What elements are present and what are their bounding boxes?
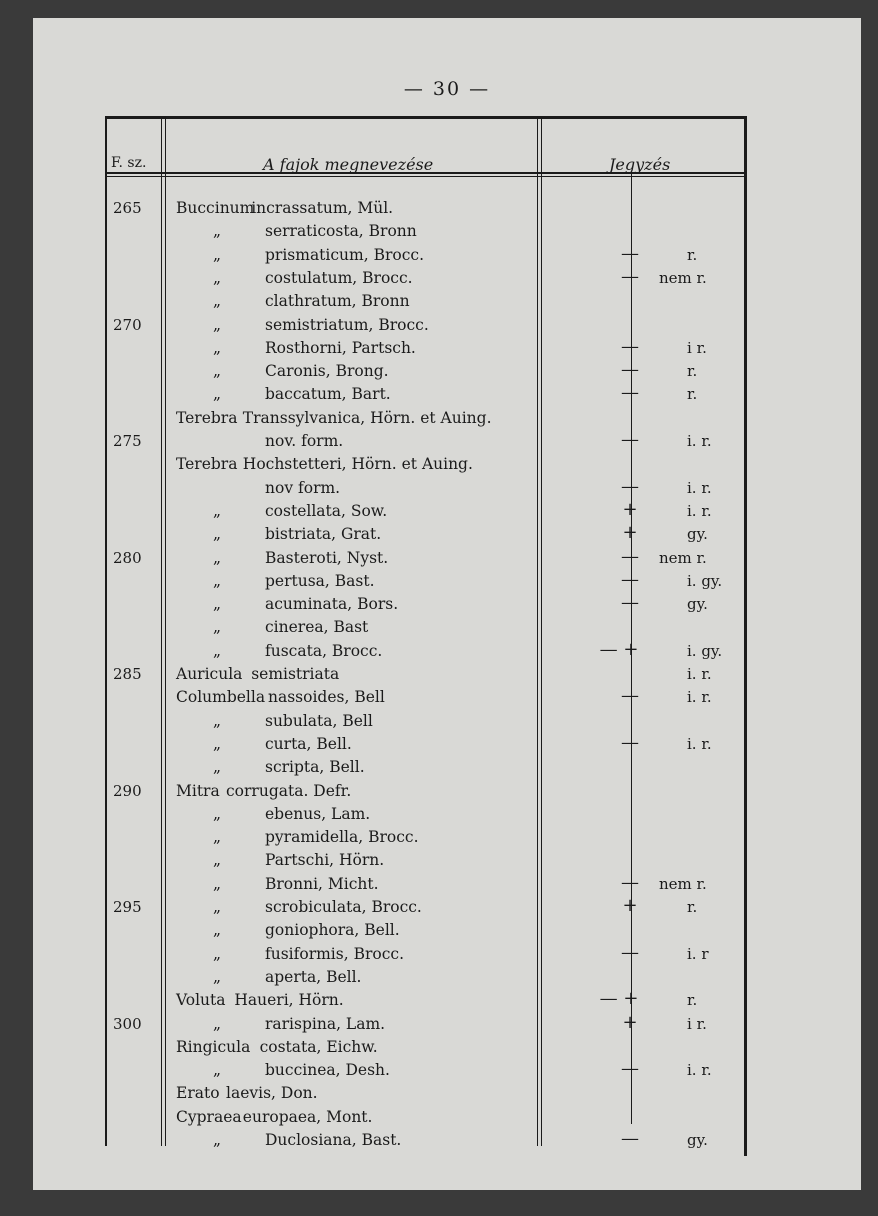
frequency-note: r.: [687, 898, 698, 916]
header-notes: Jegyzés: [609, 155, 671, 174]
frequency-note: gy.: [687, 1131, 708, 1149]
species-name: corrugata. Defr.: [226, 781, 352, 800]
ditto-mark: „: [213, 921, 222, 940]
occurrence-mark: —: [621, 429, 639, 450]
ditto-mark: „: [213, 571, 222, 590]
frequency-note: i r.: [687, 338, 707, 357]
species-name: acuminata, Bors.: [265, 595, 399, 614]
ditto-mark: „: [213, 338, 222, 357]
occurrence-mark: —: [621, 568, 639, 590]
occurrence-mark: —: [621, 871, 639, 893]
ditto-mark: „: [213, 734, 222, 753]
genus-name: Cypraea: [176, 1107, 242, 1126]
row-number: 270: [113, 315, 142, 334]
species-name: costulatum, Brocc.: [265, 268, 413, 287]
ditto-mark: „: [213, 315, 222, 334]
occurrence-mark: —: [621, 382, 639, 404]
species-name: pertusa, Bast.: [265, 571, 375, 590]
frequency-note: i r.: [687, 1014, 707, 1033]
frequency-note: i. r.: [687, 665, 712, 683]
ditto-mark: „: [213, 1131, 222, 1149]
row-number: 280: [113, 548, 142, 567]
ditto-mark: „: [213, 828, 222, 847]
genus-name: Voluta: [176, 991, 226, 1010]
genus-name: Buccinum: [176, 199, 255, 217]
ditto-mark: „: [213, 804, 222, 823]
occurrence-mark: — +: [599, 988, 639, 1010]
species-name: aperta, Bell.: [265, 967, 362, 986]
frequency-note: r.: [687, 245, 698, 264]
occurrence-mark: +: [622, 498, 638, 520]
species-name: baccatum, Bart.: [265, 385, 391, 404]
species-name: nov. form.: [265, 432, 344, 450]
document-page: [33, 18, 861, 1190]
ditto-mark: „: [213, 1061, 222, 1080]
row-number: 265: [113, 199, 142, 217]
frequency-note: i. r.: [687, 432, 712, 450]
species-name: bistriata, Grat.: [265, 525, 382, 544]
ditto-mark: „: [213, 245, 222, 264]
species-name: Hochstetteri, Hörn. et Auing.: [242, 455, 473, 474]
col-divider-1b: [165, 116, 166, 1146]
species-name: curta, Bell.: [265, 734, 352, 753]
ditto-mark: „: [213, 362, 222, 381]
species-name: clathratum, Bronn: [265, 292, 410, 311]
species-name: serraticosta, Bronn: [265, 222, 417, 241]
page-number: — 30 —: [403, 78, 491, 100]
ditto-mark: „: [213, 595, 222, 614]
species-name: rarispina, Lam.: [265, 1014, 386, 1033]
species-name: costellata, Sow.: [265, 501, 388, 520]
species-name: Rosthorni, Partsch.: [265, 338, 416, 357]
occurrence-mark: —: [621, 242, 639, 264]
row-number: 290: [113, 781, 142, 800]
occurrence-mark: —: [621, 731, 639, 753]
species-name: europaea, Mont.: [242, 1107, 373, 1126]
species-name: incrassatum, Mül.: [251, 199, 394, 217]
ditto-mark: „: [213, 967, 222, 986]
table-left-rule: [105, 116, 107, 1146]
species-name: fusiformis, Brocc.: [265, 944, 404, 963]
occurrence-mark: —: [621, 475, 639, 497]
occurrence-mark: —: [621, 685, 639, 707]
genus-name: Columbella: [176, 688, 266, 707]
occurrence-mark: —: [621, 1058, 639, 1080]
ditto-mark: „: [213, 292, 222, 311]
frequency-note: gy.: [687, 595, 708, 614]
species-name: Haueri, Hörn.: [234, 991, 344, 1010]
species-name: Bronni, Micht.: [265, 874, 379, 893]
species-name: Partschi, Hörn.: [265, 851, 385, 870]
frequency-note: i. r.: [687, 1061, 712, 1080]
occurrence-mark: —: [621, 359, 639, 381]
frequency-note: i. r.: [687, 478, 712, 497]
col-divider-2b: [541, 116, 542, 1146]
species-name: semistriatum, Brocc.: [265, 315, 429, 334]
col-divider-2: [537, 116, 538, 1146]
species-name: costata, Eichw.: [259, 1037, 378, 1056]
frequency-note: i. r: [687, 944, 709, 963]
ditto-mark: „: [213, 222, 222, 241]
ditto-mark: „: [213, 758, 222, 777]
species-name: fuscata, Brocc.: [265, 641, 383, 660]
species-name: subulata, Bell: [265, 711, 373, 730]
genus-name: Ringicula: [176, 1037, 251, 1056]
species-name: goniophora, Bell.: [265, 921, 400, 940]
frequency-note: gy.: [687, 525, 708, 544]
ditto-mark: „: [213, 548, 222, 567]
frequency-note: nem r.: [659, 268, 707, 287]
frequency-note: i. r.: [687, 501, 712, 520]
species-name: pyramidella, Brocc.: [265, 828, 419, 847]
species-name: Basteroti, Nyst.: [265, 548, 389, 567]
frequency-note: i. gy.: [687, 571, 723, 590]
species-name: semistriata: [251, 665, 340, 683]
species-name: Duclosiana, Bast.: [265, 1131, 402, 1149]
genus-name: Terebra: [176, 408, 238, 427]
ditto-mark: „: [213, 874, 222, 893]
species-name: Transsylvanica, Hörn. et Auing.: [242, 408, 492, 427]
occurrence-mark: —: [621, 265, 639, 287]
genus-name: Terebra: [176, 455, 238, 474]
species-name: nassoides, Bell: [268, 688, 385, 707]
species-name: ebenus, Lam.: [265, 804, 371, 823]
ditto-mark: „: [213, 385, 222, 404]
header-species-name: A fajok megnevezése: [263, 155, 434, 174]
ditto-mark: „: [213, 618, 222, 637]
species-name: buccinea, Desh.: [265, 1061, 390, 1080]
occurrence-mark: +: [622, 522, 638, 544]
header-bottom-rule-2: [105, 176, 747, 177]
frequency-note: nem r.: [659, 874, 707, 893]
species-name: scripta, Bell.: [265, 758, 365, 777]
ditto-mark: „: [213, 851, 222, 870]
frequency-note: i. r.: [687, 688, 712, 707]
genus-name: Erato: [176, 1084, 220, 1103]
occurrence-mark: —: [621, 941, 639, 963]
ditto-mark: „: [213, 944, 222, 963]
occurrence-mark: +: [622, 1011, 638, 1033]
row-number: 285: [113, 665, 142, 683]
frequency-note: r.: [687, 991, 698, 1010]
occurrence-mark: — +: [599, 638, 639, 660]
table-top-rule: [105, 116, 747, 119]
row-number: 295: [113, 898, 142, 916]
ditto-mark: „: [213, 1014, 222, 1033]
species-name: Caronis, Brong.: [265, 362, 389, 381]
occurrence-mark: +: [622, 895, 638, 916]
species-name: nov form.: [265, 478, 341, 497]
col-divider-1: [161, 116, 162, 1146]
frequency-note: nem r.: [659, 548, 707, 567]
species-name: scrobiculata, Brocc.: [265, 898, 422, 916]
frequency-note: i. r.: [687, 734, 712, 753]
row-number: 300: [113, 1014, 142, 1033]
frequency-note: i. gy.: [687, 641, 723, 660]
occurrence-mark: —: [621, 545, 639, 567]
occurrence-mark: —: [621, 592, 639, 614]
ditto-mark: „: [213, 711, 222, 730]
genus-name: Auricula: [176, 665, 243, 683]
occurrence-mark: —: [621, 1128, 639, 1149]
ditto-mark: „: [213, 268, 222, 287]
species-name: laevis, Don.: [226, 1084, 318, 1103]
species-name: prismaticum, Brocc.: [265, 245, 425, 264]
species-name: cinerea, Bast: [265, 618, 369, 637]
frequency-note: r.: [687, 385, 698, 404]
header-fsz: F. sz.: [111, 155, 147, 171]
ditto-mark: „: [213, 501, 222, 520]
frequency-note: r.: [687, 362, 698, 381]
row-number: 275: [113, 432, 142, 450]
genus-name: Mitra: [176, 781, 220, 800]
ditto-mark: „: [213, 641, 222, 660]
table-right-rule: [744, 116, 747, 1156]
ditto-mark: „: [213, 898, 222, 916]
occurrence-mark: —: [621, 335, 639, 357]
ditto-mark: „: [213, 525, 222, 544]
